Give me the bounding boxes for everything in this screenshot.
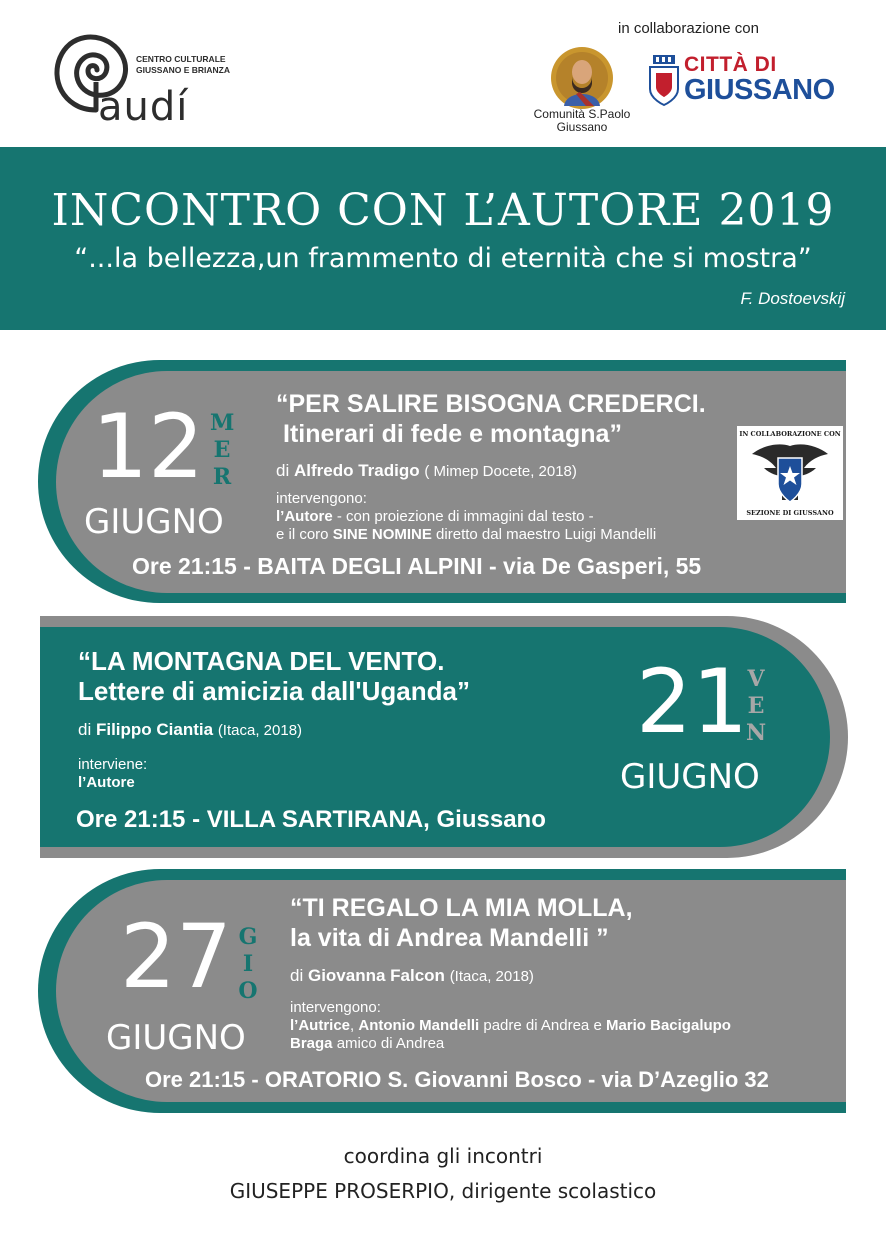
footer-coordinator-role: , dirigente scolastico	[448, 1179, 657, 1203]
event-3-speakers-line2	[290, 1035, 731, 1053]
event-3-weekday-letter: I	[242, 951, 254, 977]
event-2-by: di	[78, 720, 92, 739]
footer-coordinator-name: GIUSEPPE PROSERPIO	[229, 1179, 449, 1203]
event-3-speaker-3-surname: Braga	[290, 1035, 333, 1052]
event-3-weekday-letter: O	[238, 978, 258, 1004]
event-1-weekday-letter: E	[213, 437, 231, 463]
saint-paul-icon	[550, 46, 614, 110]
event-2-time-location: Ore 21:15 - VILLA SARTIRANA, Giussano	[76, 806, 546, 833]
event-2-month: GIUGNO	[620, 757, 760, 797]
event-1-weekday-letter: M	[210, 410, 235, 436]
event-3-month: GIUGNO	[106, 1018, 246, 1058]
event-3-time-location: Ore 21:15 - ORATORIO S. Giovanni Bosco - via D’Azeglio 32	[145, 1067, 769, 1092]
event-3-weekday-letter: G	[238, 924, 258, 950]
event-3-publisher: (Itaca, 2018)	[449, 968, 534, 985]
event-3-speakers-line1	[290, 1017, 731, 1035]
logo-subtitle-line2: GIUSSANO E BRIANZA	[136, 65, 230, 75]
event-3-speaker-2: Antonio Mandelli	[358, 1017, 480, 1034]
event-2-publisher: (Itaca, 2018)	[217, 722, 303, 739]
event-2-speakers	[78, 756, 147, 792]
event-3-speaker-2-note: padre di Andrea e	[479, 1017, 606, 1034]
cai-badge-top: IN COLLABORAZIONE CON	[739, 430, 841, 438]
event-1-speaker-text: e il coro	[276, 526, 333, 543]
logo-subtitle-line1: CENTRO CULTURALE	[136, 54, 226, 64]
partner-comunita-line2: Giussano	[556, 120, 608, 134]
event-1-title-line1: “PER SALIRE BISOGNA CREDERCI.	[276, 390, 706, 418]
event-3-weekday	[236, 924, 260, 1005]
banner-quote-author: F. Dostoevskij	[740, 289, 845, 308]
collaboration-label: in collaborazione con	[618, 20, 759, 37]
event-1-choir: SINE NOMINE	[332, 526, 432, 543]
event-3-title-line1: “TI REGALO LA MIA MOLLA,	[290, 894, 633, 922]
banner-quote: “...la bellezza,un frammento di eternità che si mostra”	[74, 243, 812, 274]
event-1-by: di	[276, 461, 290, 480]
event-2-weekday	[744, 666, 768, 747]
event-1-weekday	[210, 410, 234, 491]
event-1-speakers	[276, 490, 656, 544]
event-1-month: GIUGNO	[84, 502, 224, 542]
cai-badge-bottom: SEZIONE DI GIUSSANO	[746, 509, 834, 517]
logo-wordmark: audí	[98, 84, 189, 130]
footer-coordinator	[0, 1179, 886, 1203]
event-3-byline	[290, 967, 534, 986]
event-2-author: Filippo Ciantia	[95, 720, 214, 739]
partner-comunita-line1: Comunità S.Paolo	[533, 107, 631, 121]
event-1-weekday-letter: R	[212, 464, 232, 490]
event-2-weekday-letter: E	[747, 693, 765, 719]
event-3-speaker-3-note: amico di Andrea	[332, 1035, 445, 1052]
event-1-byline	[276, 462, 577, 481]
event-1-speakers-label: intervengono:	[276, 490, 367, 507]
event-2-speakers-label: interviene:	[78, 756, 148, 773]
event-1-speakers-line1	[276, 508, 656, 526]
partner-citta-line2: GIUSSANO	[684, 74, 835, 106]
event-3-title-line2: la vita di Andrea Mandelli ”	[290, 924, 609, 952]
event-1-title-line2: Itinerari di fede e montagna”	[283, 420, 622, 448]
partner-comunita-label	[522, 108, 642, 134]
logo-subtitle	[136, 54, 230, 76]
event-2-day: 21	[636, 650, 748, 753]
event-1-time-location: Ore 21:15 - BAITA DEGLI ALPINI - via De Gasperi, 55	[132, 553, 702, 579]
event-1-choir-note: diretto dal maestro Luigi Mandelli	[431, 526, 657, 543]
event-3-speakers-label: intervengono:	[290, 999, 381, 1016]
event-3-speaker-3: Mario Bacigalupo	[605, 1017, 731, 1034]
event-2-weekday-letter: V	[747, 666, 765, 692]
event-1-speaker-author: l’Autore	[276, 508, 333, 525]
event-3-speakers	[290, 999, 731, 1053]
event-1-publisher: ( Mimep Docete, 2018)	[424, 463, 577, 480]
event-3-speaker-sep: ,	[350, 1017, 359, 1034]
footer-coordinator-label: coordina gli incontri	[343, 1144, 543, 1168]
event-2-weekday-letter: N	[745, 720, 767, 746]
event-2-title-line1: “LA MONTAGNA DEL VENTO.	[78, 646, 445, 676]
event-2-byline	[78, 721, 302, 740]
cai-eagle-icon	[750, 440, 830, 508]
giussano-crest-icon	[648, 55, 680, 107]
event-3-author: Giovanna Falcon	[307, 966, 445, 985]
event-1-author: Alfredo Tradigo	[293, 461, 420, 480]
event-1-day: 12	[92, 395, 204, 498]
event-3-speaker-author: l’Autrice	[290, 1017, 351, 1034]
event-1-speakers-line2	[276, 526, 656, 544]
event-1-speaker-note: - con proiezione di immagini dal testo -	[332, 508, 594, 525]
event-2-speaker-author: l’Autore	[78, 774, 135, 791]
event-2-title-line2: Lettere di amicizia dall'Uganda”	[78, 676, 470, 706]
event-3-by: di	[290, 966, 304, 985]
banner-title: INCONTRO CON L’AUTORE 2019	[51, 185, 835, 236]
event-3-day: 27	[120, 905, 232, 1008]
partner-citta-line1: CITTÀ DI	[684, 53, 777, 76]
